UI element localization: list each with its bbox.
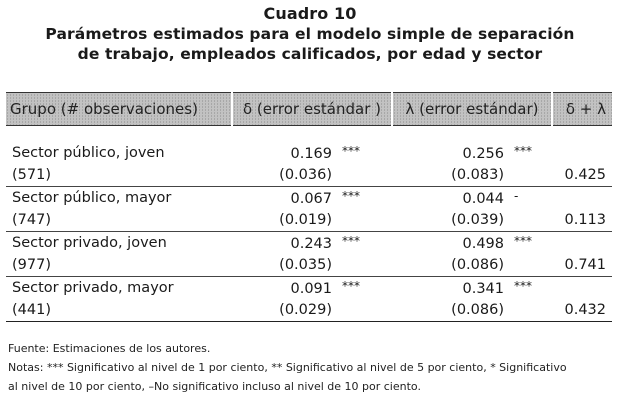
- delta-value: 0.243: [290, 236, 332, 252]
- lambda-cell: [392, 232, 552, 255]
- table-row-se: [6, 209, 612, 232]
- estimates-table: [6, 92, 612, 322]
- lambda-se: (0.083): [451, 167, 504, 183]
- sum-value: 0.113: [552, 209, 612, 232]
- delta-se-cell: [232, 254, 392, 277]
- group-label: Sector privado, mayor: [12, 280, 174, 296]
- table-row: [6, 187, 612, 210]
- caption-number: Cuadro 10: [263, 4, 357, 23]
- group-label: Sector público, joven: [12, 145, 165, 161]
- lambda-se: (0.086): [451, 257, 504, 273]
- sum-value: 0.425: [552, 164, 612, 187]
- delta-significance: ***: [342, 189, 360, 203]
- header-row: [6, 93, 612, 126]
- lambda-se-cell: [392, 299, 552, 322]
- delta-se: (0.029): [279, 302, 332, 318]
- group-observations: (747): [6, 209, 232, 232]
- delta-value: 0.091: [290, 281, 332, 297]
- lambda-cell: [392, 277, 552, 300]
- delta-cell: [232, 232, 392, 255]
- caption-title-line-2: de trabajo, empleados calificados, por edad y sector: [77, 45, 543, 63]
- group-observations: (571): [6, 164, 232, 187]
- lambda-value: 0.341: [462, 281, 504, 297]
- delta-se: (0.035): [279, 257, 332, 273]
- lambda-significance: ***: [514, 279, 532, 293]
- table-row-se: [6, 164, 612, 187]
- lambda-value: 0.256: [462, 146, 504, 162]
- table-row: [6, 232, 612, 255]
- lambda-cell: [392, 142, 552, 164]
- sum-value: 0.741: [552, 254, 612, 277]
- header-sum: δ + λ: [552, 93, 612, 126]
- delta-value: 0.169: [290, 146, 332, 162]
- delta-se-cell: [232, 164, 392, 187]
- lambda-se: (0.039): [451, 212, 504, 228]
- lambda-se-cell: [392, 164, 552, 187]
- table-body: [6, 126, 612, 322]
- delta-se: (0.019): [279, 212, 332, 228]
- lambda-significance: -: [514, 189, 519, 203]
- lambda-significance: ***: [514, 234, 532, 248]
- table-row: [6, 277, 612, 300]
- header-delta: δ (error estándar ): [232, 93, 392, 126]
- delta-significance: ***: [342, 144, 360, 158]
- lambda-se-cell: [392, 209, 552, 232]
- significance-note-line-2: al nivel de 10 por ciento, –No significativo incluso al nivel de 10 por ciento.: [8, 380, 421, 393]
- delta-significance: ***: [342, 234, 360, 248]
- table-row-se: [6, 299, 612, 322]
- delta-cell: [232, 277, 392, 300]
- header-group: Grupo (# observaciones): [6, 93, 232, 126]
- delta-se-cell: [232, 209, 392, 232]
- delta-significance: ***: [342, 279, 360, 293]
- header-spacer: [6, 126, 612, 143]
- sum-value: 0.432: [552, 299, 612, 322]
- delta-se-cell: [232, 299, 392, 322]
- lambda-se-cell: [392, 254, 552, 277]
- table-row: [6, 142, 612, 164]
- delta-se: (0.036): [279, 167, 332, 183]
- header-lambda: λ (error estándar): [392, 93, 552, 126]
- lambda-value: 0.044: [462, 191, 504, 207]
- delta-cell: [232, 142, 392, 164]
- group-label: Sector público, mayor: [12, 190, 172, 206]
- table-header: [6, 93, 612, 126]
- table-notes: [8, 339, 614, 396]
- lambda-cell: [392, 187, 552, 210]
- delta-value: 0.067: [290, 191, 332, 207]
- lambda-value: 0.498: [462, 236, 504, 252]
- group-label: Sector privado, joven: [12, 235, 167, 251]
- delta-cell: [232, 187, 392, 210]
- caption-title-line-1: Parámetros estimados para el modelo simple de separación: [45, 25, 575, 43]
- source-note: Fuente: Estimaciones de los autores.: [8, 342, 211, 355]
- group-observations: (441): [6, 299, 232, 322]
- table-row-se: [6, 254, 612, 277]
- significance-note-line-1: Notas: *** Significativo al nivel de 1 por ciento, ** Significativo al nivel de 5 por ciento, * Significativo: [8, 361, 567, 374]
- lambda-se: (0.086): [451, 302, 504, 318]
- table-caption: [0, 4, 620, 64]
- lambda-significance: ***: [514, 144, 532, 158]
- group-observations: (977): [6, 254, 232, 277]
